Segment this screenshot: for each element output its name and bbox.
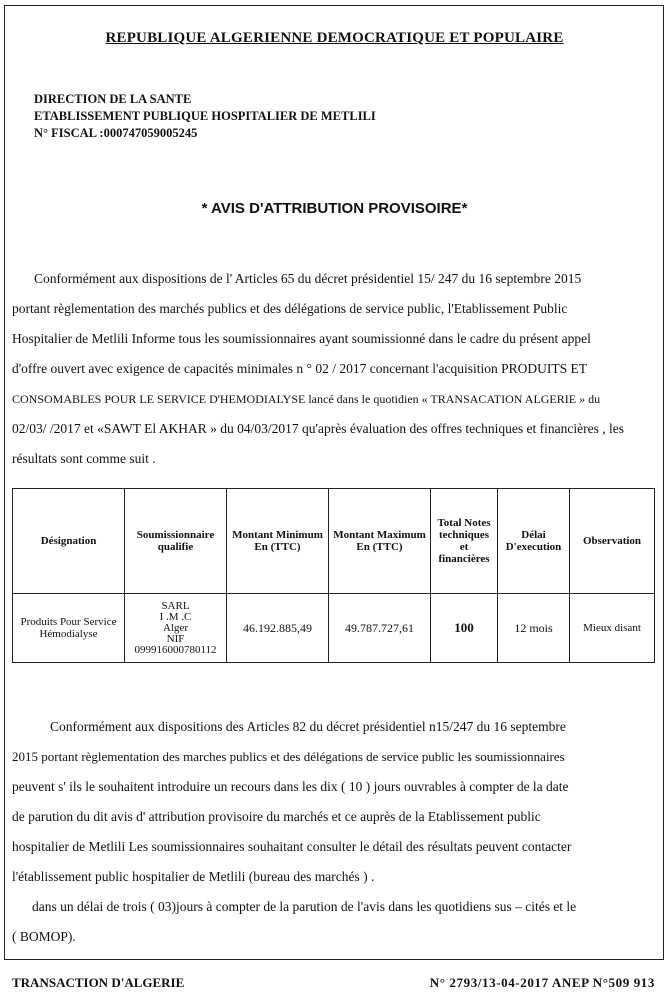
designation-cell: Produits Pour Service Hémodialyse — [13, 594, 125, 663]
bidder-line: 099916000780112 — [134, 643, 217, 656]
appeal-line: de parution du dit avis d' attribution provisoire du marchés et ce auprès de la Etablissement public — [12, 809, 541, 824]
intro-line: CONSOMABLES POUR LE SERVICE D'HEMODIALYSE lancé dans le quotidien « TRANSACATION ALGERIE » du — [12, 392, 601, 406]
footer-newspaper: TRANSACTION D'ALGERIE — [12, 975, 185, 990]
min-amount-cell: 46.192.885,49 — [227, 594, 329, 663]
intro-line: 02/03/ /2017 et «SAWT El AKHAR » du 04/03/2017 qu'après évaluation des offres techniques et financières , les — [12, 421, 624, 436]
header-total-notes: Total Notes techniques et financières — [431, 489, 498, 594]
total-notes-cell: 100 — [431, 594, 498, 663]
table-header-row — [13, 489, 655, 594]
intro-line: Conformément aux dispositions de l' Articles 65 du décret présidentiel 15/ 247 du 16 septembre 2015 — [34, 271, 582, 286]
closing-paragraph — [12, 892, 652, 952]
intro-line: portant règlementation des marchés publics et des délégations de service public, l'Etablissement Public — [12, 301, 568, 316]
table-row — [13, 594, 655, 663]
header-min-amount: Montant Minimum En (TTC) — [227, 489, 329, 594]
appeal-line: Conformément aux dispositions des Articles 82 du décret présidentiel n15/247 du 16 septembre — [50, 719, 566, 734]
intro-line: Hospitalier de Metlili Informe tous les soumissionnaires ayant soumissionné dans le cadre du présent appel — [12, 331, 591, 346]
appeal-line: hospitalier de Metlili Les soumissionnaires souhaitant consulter le détail des résultats peuvent contacter — [12, 839, 572, 854]
appeal-line: peuvent s' ils le souhaitent introduire un recours dans les dix ( 10 ) jours ouvrables à compter de la date — [12, 779, 569, 794]
observation-cell: Mieux disant — [570, 594, 655, 663]
bidder-cell — [125, 594, 227, 663]
closing-line: dans un délai de trois ( 03)jours à compter de la parution de l'avis dans les quotidiens sus – cités et le — [32, 899, 577, 914]
results-table — [12, 488, 655, 663]
intro-line: d'offre ouvert avec exigence de capacités minimales n ° 02 / 2017 concernant l'acquisition PRODUITS ET — [12, 361, 587, 376]
header-delay: Délai D'execution — [498, 489, 570, 594]
bidder-line: I .M .C — [159, 610, 192, 623]
header-bidder: Soumissionnaire qualifie — [125, 489, 227, 594]
appeal-paragraph — [12, 712, 652, 892]
direction-label: DIRECTION DE LA SANTE — [34, 92, 192, 106]
bidder-line: NIF — [166, 632, 185, 645]
establishment-label: ETABLISSEMENT PUBLIQUE HOSPITALIER DE METLILI — [34, 109, 376, 123]
fiscal-number: N° FISCAL :000747059005245 — [34, 126, 198, 140]
intro-line: résultats sont comme suit . — [12, 451, 156, 466]
intro-paragraph — [12, 264, 652, 474]
appeal-line: l'établissement public hospitalier de Metlili (bureau des marchés ) . — [12, 869, 375, 884]
appeal-line: 2015 portant règlementation des marches publics et des délégations de service public les soumissionnaires — [12, 749, 565, 764]
closing-line: ( BOMOP). — [12, 929, 76, 944]
bidder-line: Alger — [162, 621, 189, 634]
delay-cell: 12 mois — [498, 594, 570, 663]
max-amount-cell: 49.787.727,61 — [329, 594, 431, 663]
header-observation: Observation — [570, 489, 655, 594]
header-max-amount: Montant Maximum En (TTC) — [329, 489, 431, 594]
republic-heading: REPUBLIQUE ALGERIENNE DEMOCRATIQUE ET POPULAIRE — [105, 30, 564, 46]
bidder-line: SARL — [161, 599, 190, 612]
notice-title: * AVIS D'ATTRIBUTION PROVISOIRE* — [201, 200, 468, 217]
header-designation: Désignation — [13, 489, 125, 594]
footer-reference: N° 2793/13-04-2017 ANEP N°509 913 — [429, 975, 655, 990]
